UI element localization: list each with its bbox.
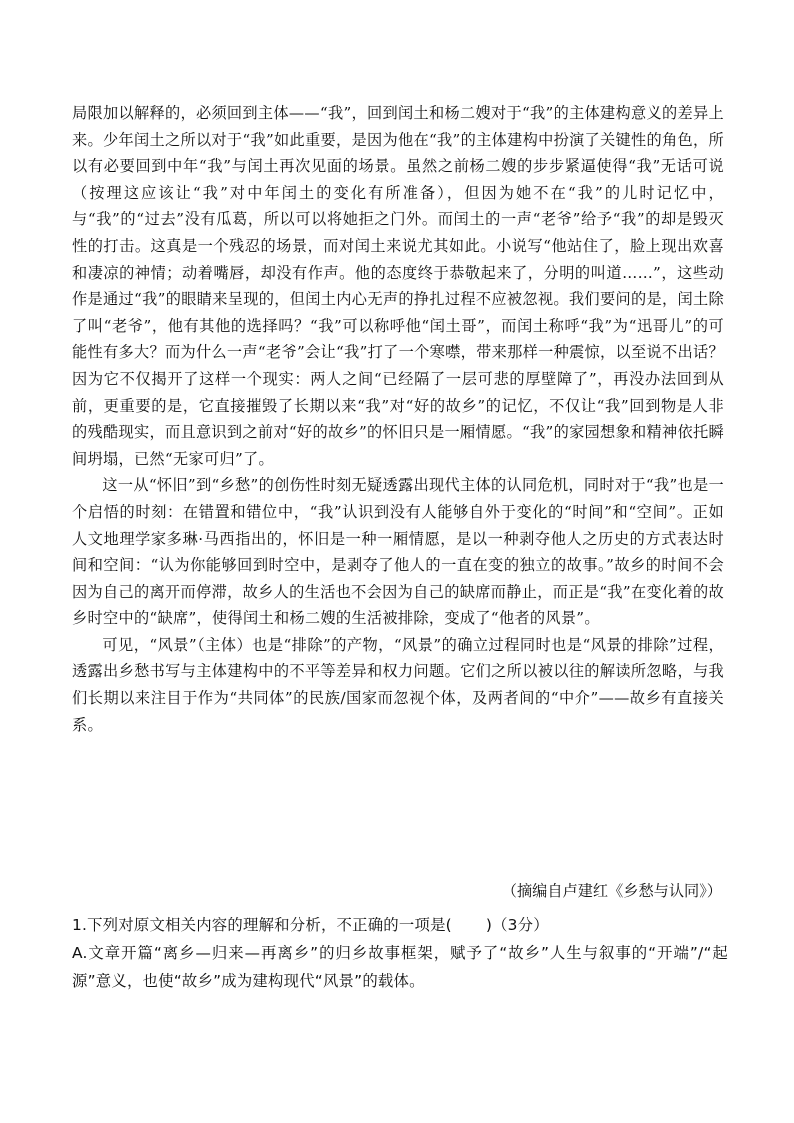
question-1	[72, 911, 728, 995]
question-stem-text: 1.下列对原文相关内容的理解和分析，不正确的一项是(	[72, 916, 452, 934]
option-a: A.文章开篇“离乡—归来—再离乡”的归乡故事框架，赋予了“故乡”人生与叙事的“开端”/“起源”意义，也使“故乡”成为建构现代“风景”的载体。	[72, 944, 728, 990]
article-source: （摘编自卢建红《乡愁与认同》）	[501, 882, 722, 900]
article-paragraph: 局限加以解释的，必须回到主体——“我”，回到闰土和杨二嫂对于“我”的主体建构意义的差异上来。少年闰土之所以对于“我”如此重要，是因为他在“我”的主体建构中扮演了关键性的角色，所以有必要回到中年“我”与闰土再次见面的场景。虽然之前杨二嫂的步步紧逼使得“我”无话可说（按理这应该让“我”对中年闰土的变化有所准备），但因为她不在“我”的儿时记忆中，与“我”的“过去”没有瓜葛，所以可以将她拒之门外。而闰土的一声“老爷”给予“我”的却是毁灭性的打击。这真是一个残忍的场景，而对闰土来说尤其如此。小说写“他站住了，脸上现出欢喜和凄凉的神情；动着嘴唇，却没有作声。他的态度终于恭敬起来了，分明的叫道……”，这些动作是通过“我”的眼睛来呈现的，但闰土内心无声的挣扎过程不应被忽视。我们要问的是，闰土除了叫“老爷”，他有其他的选择吗？“我”可以称呼他“闰土哥”，而闰土称呼“我”为“迅哥儿”的可能性有多大？而为什么一声“老爷”会让“我”打了一个寒噤，带来那样一种震惊，以至说不出话？因为它不仅揭开了这样一个现实：两人之间“已经隔了一层可悲的厚壁障了”，再没办法回到从前，更重要的是，它直接摧毁了长期以来“我”对“好的故乡”的记忆，不仅让“我”回到物是人非的残酷现实，而且意识到之前对“好的故乡”的怀旧只是一厢情愿。“我”的家园想象和精神依托瞬间坍塌，已然“无家可归”了。	[72, 104, 724, 468]
question-score: )（3分）	[485, 916, 549, 934]
article-paragraph: 可见，“风景”（主体）也是“排除”的产物，“风景”的确立过程同时也是“风景的排除”过程，透露出乡愁书写与主体建构中的不平等差异和权力问题。它们之所以被以往的解读所忽略，与我们长期以来注目于作为“共同体”的民族/国家而忽视个体，及两者间的“中介”——故乡有直接关系。	[72, 635, 724, 734]
article-body	[72, 100, 724, 738]
question-stem	[72, 911, 728, 939]
article-paragraph: 这一从“怀旧”到“乡愁”的创伤性时刻无疑透露出现代主体的认同危机，同时对于“我”也是一个启悟的时刻：在错置和错位中，“我”认识到没有人能够自外于变化的“时间”和“空间”。正如人文地理学家多琳·马西指出的，怀旧是一种一厢情愿，是以一种剥夺他人之历史的方式表达时间和空间：“认为你能够回到时空中，是剥夺了他人的一直在变的独立的故事。”故乡的时间不会因为自己的离开而停滞，故乡人的生活也不会因为自己的缺席而静止，而正是“我”在变化着的故乡时空中的“缺席”，使得闰土和杨二嫂的生活被排除，变成了“他者的风景”。	[72, 476, 724, 628]
